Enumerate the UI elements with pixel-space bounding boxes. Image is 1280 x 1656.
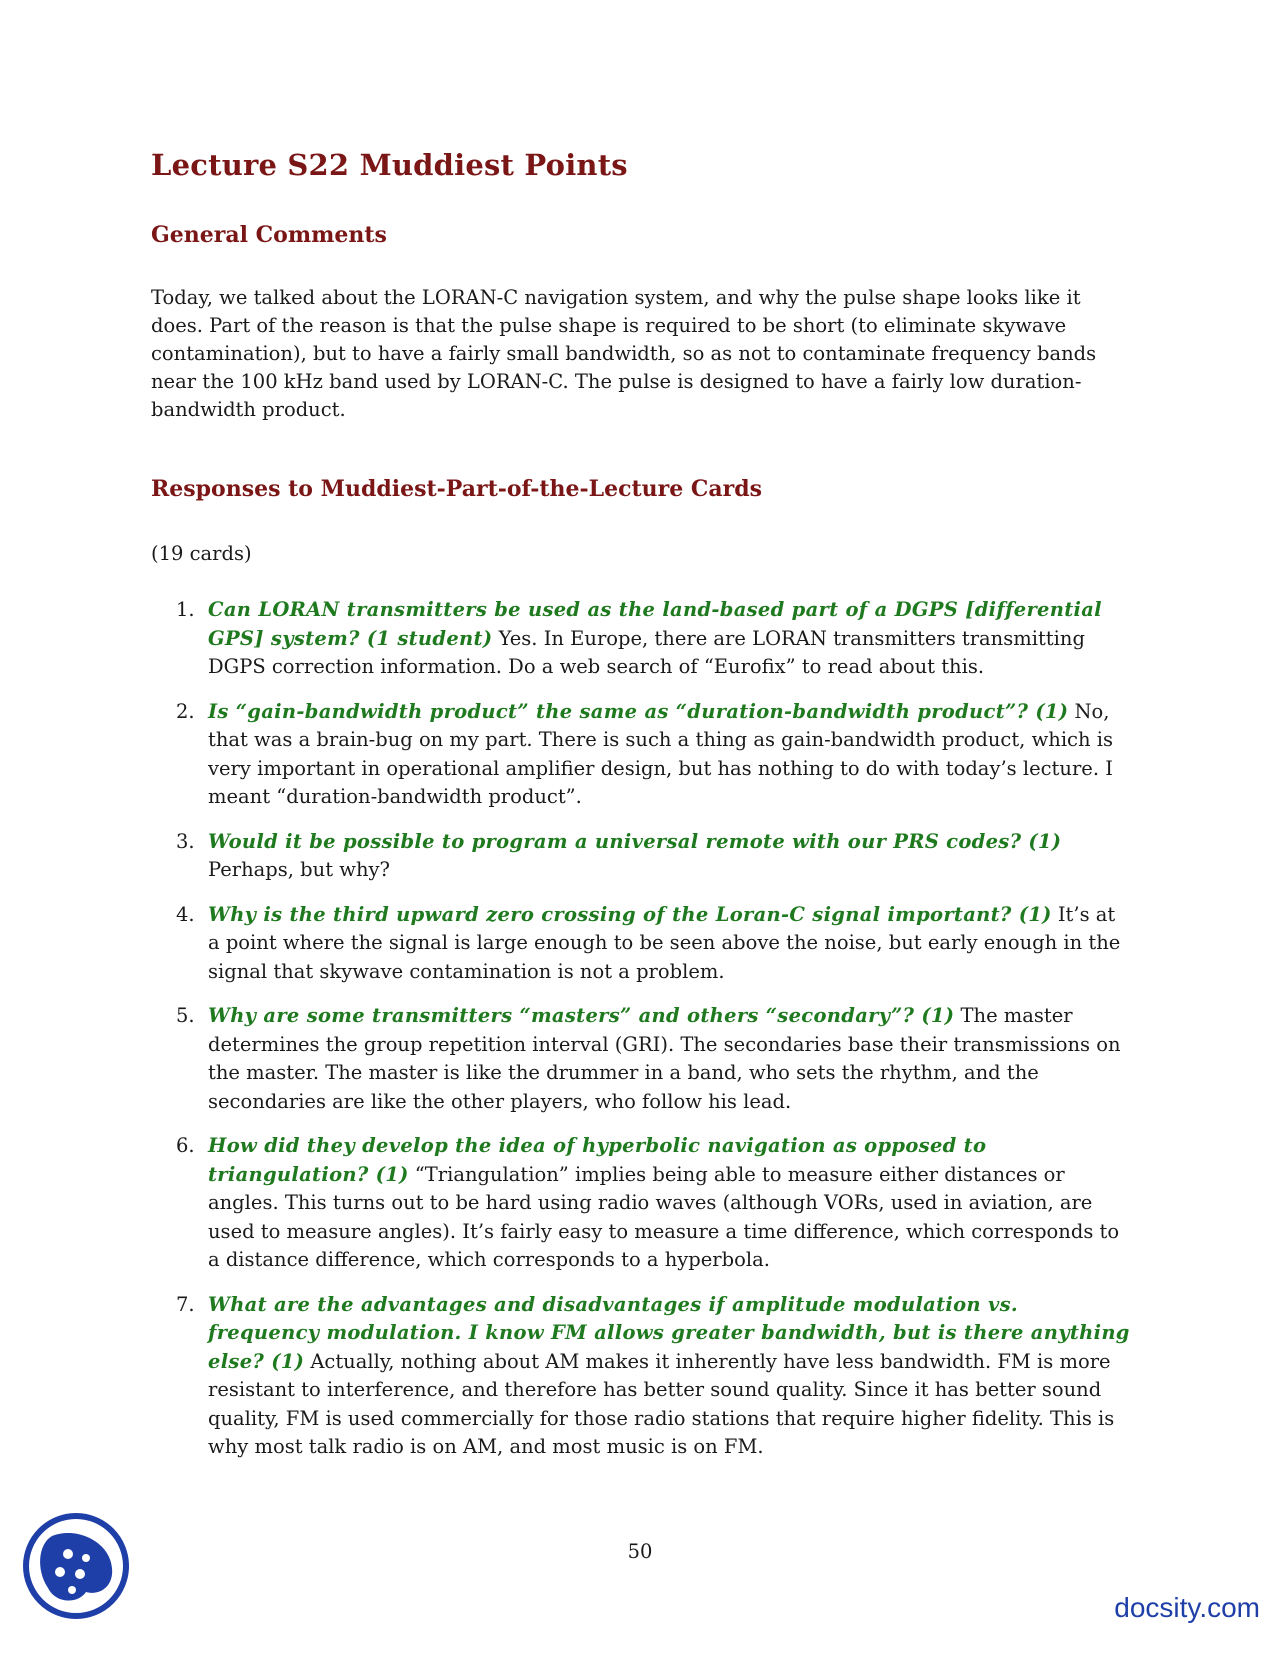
responses-heading: Responses to Muddiest-Part-of-the-Lecture Cards bbox=[151, 476, 763, 502]
list-item bbox=[151, 596, 1131, 682]
item-question: Can LORAN transmitters be used as the land-based part of a DGPS [differential GPS] system? (1 student) bbox=[208, 598, 1102, 650]
list-item bbox=[151, 1132, 1131, 1275]
page-title: Lecture S22 Muddiest Points bbox=[151, 148, 628, 182]
general-comments-heading: General Comments bbox=[151, 222, 387, 248]
item-answer: It’s at a point where the signal is large enough to be seen above the noise, but early enough in the signal that skywave contamination is not a problem. bbox=[208, 902, 1121, 983]
list-item bbox=[151, 698, 1131, 812]
document-page bbox=[151, 140, 1131, 1478]
item-number: 7. bbox=[176, 1292, 195, 1316]
item-answer: The master determines the group repetition interval (GRI). The secondaries base their transmissions on the master. The master is like the drummer in a band, who sets the rhythm, and the secondaries are like the other players, who follow his lead. bbox=[208, 1004, 1121, 1113]
list-item bbox=[151, 1002, 1131, 1116]
docsity-watermark[interactable]: docsity.com bbox=[1114, 1592, 1260, 1623]
item-number: 1. bbox=[176, 598, 195, 621]
item-answer: No, that was a brain-bug on my part. There is such a thing as gain-bandwidth product, which is very important in operational amplifier design, but has nothing to do with today’s lecture. I meant “duration-bandwidth product”. bbox=[208, 699, 1113, 808]
item-question: How did they develop the idea of hyperbolic navigation as opposed to triangulation? (1) bbox=[208, 1134, 987, 1186]
item-question: Would it be possible to program a universal remote with our PRS codes? (1) bbox=[208, 829, 1062, 853]
general-comments-paragraph: Today, we talked about the LORAN-C navigation system, and why the pulse shape looks like it does. Part of the reason is that the pulse shape is required to be short (to eliminate skywave contamination), but to have a fairly small bandwidth, so as not to contaminate frequency bands near the 100 kHz band used by LORAN-C. The pulse is designed to have a fairly low duration-bandwidth product. bbox=[151, 286, 1097, 421]
item-question: What are the advantages and disadvantages if amplitude modulation vs. frequency modulation. I know FM allows greater bandwidth, but is there anything else? (1) bbox=[208, 1292, 1130, 1373]
item-number: 2. bbox=[176, 699, 195, 723]
card-count: (19 cards) bbox=[151, 542, 252, 565]
item-number: 3. bbox=[176, 829, 195, 853]
list-item bbox=[151, 828, 1131, 885]
list-item bbox=[151, 1291, 1131, 1462]
item-number: 4. bbox=[176, 902, 195, 926]
item-answer: “Triangulation” implies being able to measure either distances or angles. This turns out to be hard using radio waves (although VORs, used in aviation, are used to measure angles). It’s fairly easy to measure a time difference, which corresponds to a distance difference, which corresponds to a hyperbola. bbox=[208, 1162, 1120, 1271]
item-number: 6. bbox=[176, 1134, 195, 1157]
docsity-logo-icon[interactable] bbox=[22, 1512, 130, 1620]
item-answer: Actually, nothing about AM makes it inherently have less bandwidth. FM is more resistant to interference, and therefore has better sound quality. Since it has better sound quality, FM is used commercially for those radio stations that require higher fidelity. This is why most talk radio is on AM, and most music is on FM. bbox=[208, 1349, 1115, 1458]
item-answer: Perhaps, but why? bbox=[208, 858, 390, 881]
item-question: Why is the third upward zero crossing of the Loran-C signal important? (1) bbox=[208, 902, 1052, 926]
item-answer: Yes. In Europe, there are LORAN transmitters transmitting DGPS correction information. Do a web search of “Eurofix” to read about this. bbox=[208, 626, 1085, 678]
item-question: Why are some transmitters “masters” and others “secondary”? (1) bbox=[208, 1004, 955, 1027]
page-number: 50 bbox=[627, 1540, 653, 1563]
item-question: Is “gain-bandwidth product” the same as “duration-bandwidth product”? (1) bbox=[208, 699, 1069, 723]
item-number: 5. bbox=[176, 1004, 195, 1027]
responses-list bbox=[151, 596, 1131, 1462]
list-item bbox=[151, 901, 1131, 987]
